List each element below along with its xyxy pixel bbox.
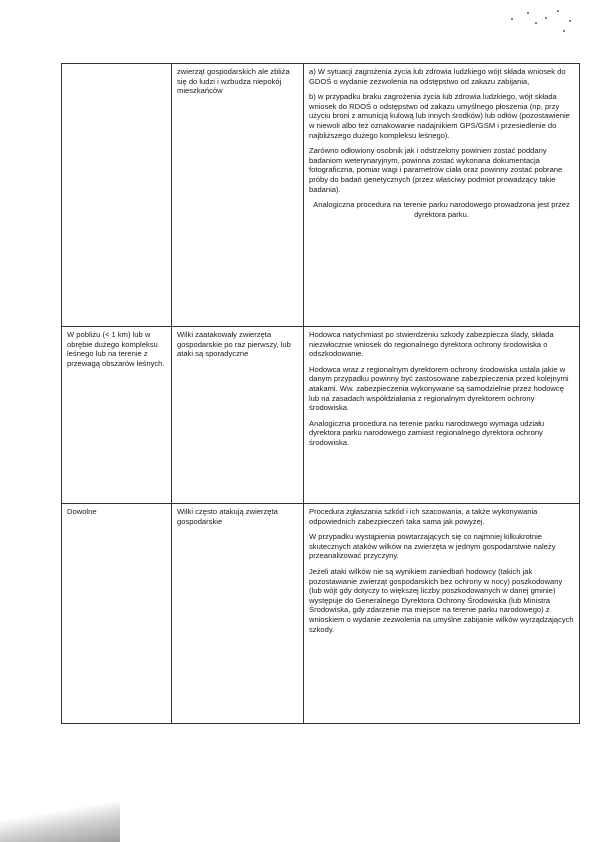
procedure-paragraph: Procedura zgłaszania szkód i ich szacowania, a także wykonywania odpowiednich zabezpieczeń taka sama jak powyżej. [309,507,538,526]
location-text: Dowolne [67,507,97,516]
procedure-paragraph: a) W sytuacji zagrożenia życia lub zdrowia ludzkiego wójt składa wniosek do GDOŚ o wydanie zezwolenia na odstępstwo od zakazu zabijania, [309,67,566,86]
procedure-paragraph: Hodowca natychmiast po stwierdzeniu szkody zabezpiecza ślady, składa niezwłocznie wniosek do regionalnego dyrektora ochrony środowiska o odszkodowanie. [309,330,554,359]
procedure-paragraph: Jeżeli ataki wilków nie są wynikiem zaniedbań hodowcy (takich jak pozostawianie zwierząt gospodarskich bez ochrony w nocy) poszkodowany (lub wójt gdy dotyczy to większej liczby poszkodowanych w danej gminie) występuje do Generalnego Dyrektora Ochrony Środowiska (lub Ministra Środowiska, gdy zdarzenie ma miejsce na terenie parku narodowego) z wnioskiem o wydanie zezwolenia na umyślne zabijanie wilków wyrządzających szkody. [309,566,574,634]
procedure-paragraph: Analogiczna procedura na terenie parku narodowego wymaga udziału dyrektora parku narodowego zamiast regionalnego dyrektora ochrony środowiska. [309,418,545,447]
table-row [62,504,580,724]
procedure-paragraph: Hodowca wraz z regionalnym dyrektorem ochrony środowiska ustala jakie w danym przypadku powinny być zastosowane zabezpieczenia przed kolejnymi atakami. Ww. zabezpieczenia wykonywane są samodzielnie przez hodowcę lub na zasadach współdziałania z regionalnym dyrektorem ochrony środowiska. [309,364,569,413]
problem-text: Wilki zaatakowały zwierzęta gospodarskie po raz pierwszy, lub ataki są sporadyczne [177,330,291,359]
problem-cell [172,327,304,504]
procedure-paragraph: W przypadku wystąpienia powtarzających się co najmniej kilkukrotnie skutecznych ataków wilków na zwierzęta w jednym gospodarstwie należy przeanalizować przyczyny. [309,532,556,561]
location-text: W pobliżu (< 1 km) lub w obrębie dużego kompleksu leśnego lub na terenie z przewagą obszarów leśnych. [67,330,165,368]
problem-cell [172,504,304,724]
procedure-paragraph: b) w przypadku braku zagrożenia życia lub zdrowia ludzkiego, wójt składa wniosek do RDOŚ o odstępstwo od zakazu umyślnego płoszenia (np. przy użyciu broni z amunicją kulową lub innych środków) lub odłów (pozostawienie w niewoli albo też oznakowanie nadajnikiem GPS/GSM i przesiedlenie do najbliższego dużego kompleksu leśnego). [309,92,570,140]
scan-specks [505,8,575,38]
location-cell [62,64,172,327]
table-row [62,327,580,504]
procedure-table [61,63,580,724]
problem-cell [172,64,304,327]
procedure-cell [304,504,580,724]
location-cell [62,504,172,724]
procedure-cell [304,64,580,327]
table-row [62,64,580,327]
problem-text: Wilki często atakują zwierzęta gospodarskie [177,507,278,526]
location-cell [62,327,172,504]
procedure-cell [304,327,580,504]
problem-text: zwierząt gospodarskich ale zbliża się do ludzi i wzbudza niepokój mieszkańców [177,67,290,96]
scan-shadow [0,802,120,842]
procedure-paragraph: Zarówno odłowiony osobnik jak i odstrzelony powinien zostać poddany badaniom weterynaryjnym, powinna zostać wykonana dokumentacja fotograficzna, pomiar wagi i parametrów ciała oraz powinny zostać pobrane próby do badań genetycznych (przez właściwy podmiot prowadzący takie badania). [309,146,563,194]
procedure-paragraph: Analogiczna procedura na terenie parku narodowego prowadzona jest przez dyrektora parku. [313,200,570,219]
